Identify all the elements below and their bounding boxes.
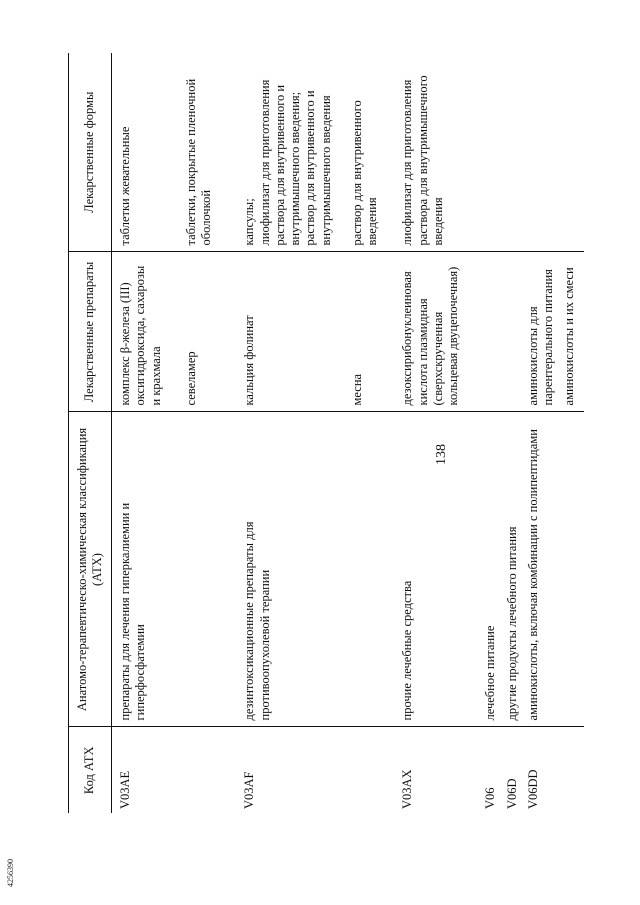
dosage-form-cell bbox=[242, 53, 350, 252]
atx-classification-cell: дезинтоксикационные препараты для противоопухолевой терапии bbox=[242, 412, 350, 727]
atx-code-cell: V03AX bbox=[400, 769, 415, 809]
drug-cell bbox=[505, 252, 526, 412]
atx-classification-cell: другие продукты лечебного питания bbox=[505, 412, 526, 727]
atx-code-cell: V03AE bbox=[118, 770, 132, 809]
table-row bbox=[112, 53, 184, 813]
atx-classification-cell: аминокислоты, включая комбинации с полипептидами bbox=[526, 412, 563, 727]
drug-cell: месна bbox=[350, 252, 401, 412]
table-row bbox=[505, 53, 526, 813]
dosage-form-item: раствор для внутривенного введения bbox=[349, 100, 379, 246]
drug-cell: дезоксирибонуклеиновая кислота плазмидная (сверхскрученная кольцевая двуцепочечная) bbox=[400, 252, 483, 412]
dosage-form-item: раствор для внутривенного и внутримышечного введения bbox=[303, 90, 333, 246]
drug-cell: аминокислоты и их смеси bbox=[562, 252, 583, 412]
dosage-form-cell bbox=[483, 53, 504, 252]
table-row bbox=[242, 53, 350, 813]
footer-code: 4256390 bbox=[6, 859, 15, 887]
atx-classification-cell: лечебное питание bbox=[483, 412, 504, 727]
drug-cell: кальция фолинат bbox=[242, 252, 350, 412]
atx-code-cell: V06 bbox=[483, 787, 498, 809]
header-drug: Лекарственные препараты bbox=[69, 252, 112, 412]
dosage-form-cell bbox=[562, 53, 583, 252]
dosage-form-item: таблетки, покрытые пленочной оболочкой bbox=[183, 78, 213, 246]
atx-code-cell: V03AF bbox=[242, 771, 257, 809]
table-row bbox=[526, 53, 563, 813]
dosage-form-cell bbox=[350, 53, 401, 252]
dosage-form-cell bbox=[505, 53, 526, 252]
dosage-form-cell bbox=[184, 53, 243, 252]
dosage-form-item: лиофилизат для приготовления раствора для внутривенного и внутримышечного введения; bbox=[257, 79, 302, 246]
table-row bbox=[400, 53, 483, 813]
drug-cell: севеламер bbox=[184, 252, 243, 412]
table-row bbox=[184, 53, 243, 813]
atx-code-cell bbox=[184, 727, 243, 813]
atx-code-cell: V06DD bbox=[525, 769, 540, 809]
atx-classification-cell bbox=[184, 412, 243, 727]
table-row bbox=[562, 53, 583, 813]
atx-code-cell bbox=[562, 727, 583, 813]
header-atx: Анатомо-терапевтическо-химическая классификация (АТХ) bbox=[69, 412, 112, 727]
table-row bbox=[350, 53, 401, 813]
atx-classification-cell bbox=[350, 412, 401, 727]
table-header-row bbox=[69, 53, 112, 813]
table-body bbox=[112, 53, 584, 813]
atx-classification-cell: прочие лечебные средства bbox=[400, 412, 483, 727]
atx-code-cell bbox=[350, 727, 401, 813]
drug-cell bbox=[483, 252, 504, 412]
dosage-form-item: капсулы; bbox=[242, 198, 257, 246]
atx-classification-cell: препараты для лечения гиперкалиемии и гиперфосфатемии bbox=[112, 412, 184, 727]
atx-code-cell: V06D bbox=[504, 778, 519, 809]
drug-cell: комплекс β-железа (III) оксигидроксида, сахарозы и крахмала bbox=[112, 252, 184, 412]
header-form: Лекарственные формы bbox=[69, 53, 112, 252]
dosage-form-item: лиофилизат для приготовления раствора для внутримышечного введения bbox=[400, 75, 445, 246]
header-code: Код АТХ bbox=[69, 727, 112, 813]
dosage-form-cell bbox=[112, 53, 184, 252]
table-row bbox=[483, 53, 504, 813]
drug-cell: аминокислоты для парентерального питания bbox=[526, 252, 563, 412]
dosage-form-cell bbox=[400, 53, 483, 252]
atx-classification-cell bbox=[562, 412, 583, 727]
atx-table bbox=[68, 53, 584, 813]
dosage-form-item: таблетки жевательные bbox=[118, 126, 132, 246]
dosage-form-cell bbox=[526, 53, 563, 252]
page-number: 138 bbox=[434, 444, 449, 465]
